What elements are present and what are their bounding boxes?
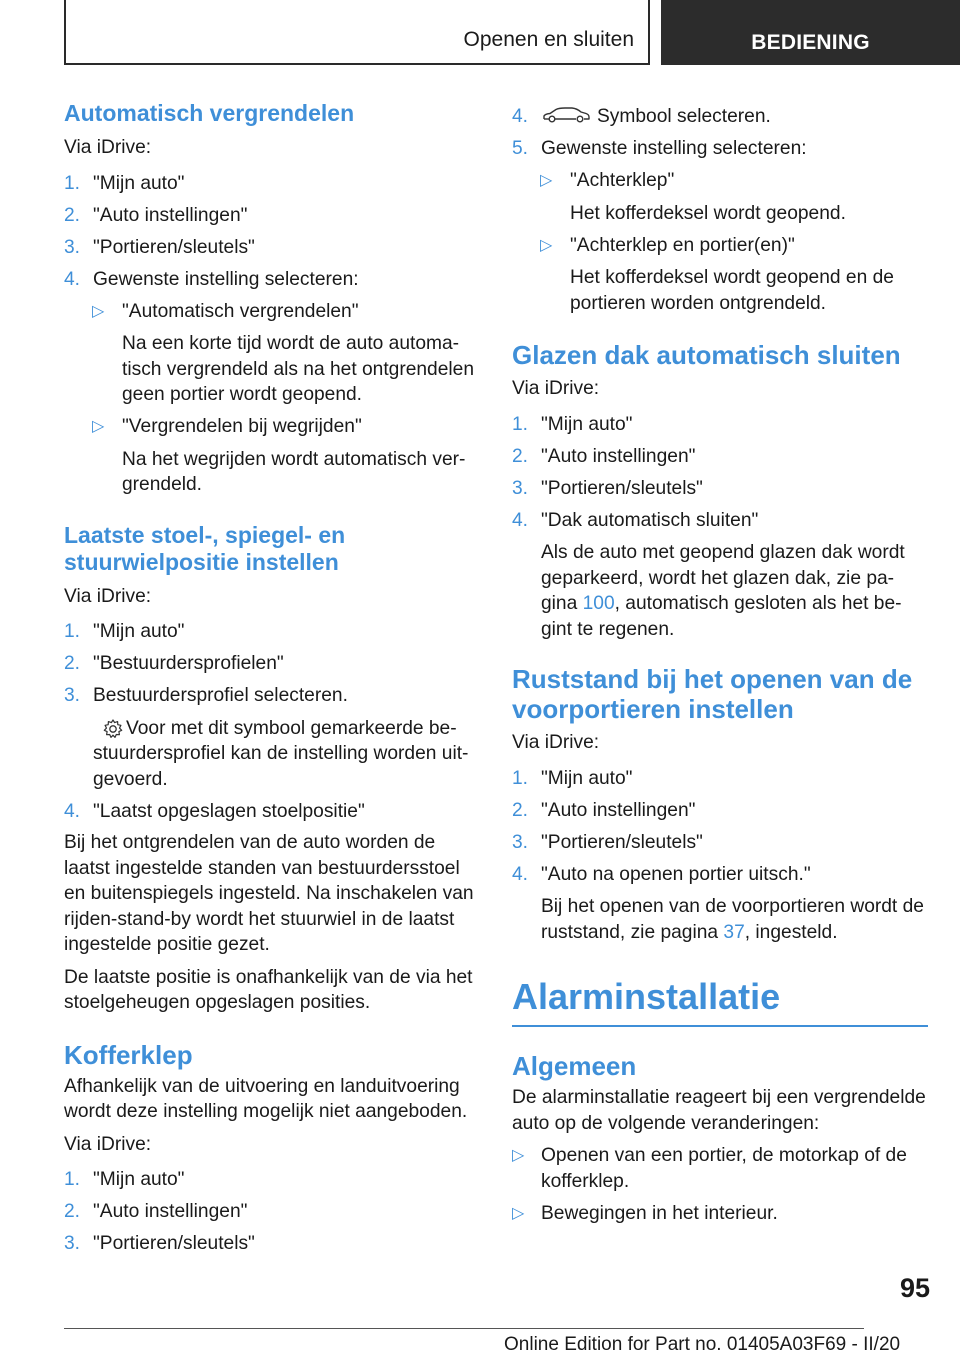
step-text: "Auto instellingen" bbox=[93, 1201, 248, 1222]
left-column bbox=[64, 100, 479, 1257]
bullet-item bbox=[512, 1143, 927, 1194]
step-text: "Auto instellingen" bbox=[93, 204, 248, 226]
list-item bbox=[64, 683, 479, 709]
step-text: Gewenste instelling selecteren: bbox=[93, 268, 359, 290]
option-label: "Achterklep en portier(en)" bbox=[570, 234, 795, 256]
step-number: 2. bbox=[64, 1201, 81, 1222]
paragraph: De alarminstallatie reageert bij een vergrendelde auto op de volgende veranderingen: bbox=[512, 1087, 926, 1134]
step-text: "Mijn auto" bbox=[93, 172, 185, 194]
triangle-right-icon: ▷ bbox=[512, 1204, 525, 1222]
step-number: 1. bbox=[512, 767, 529, 789]
step-number: 4. bbox=[64, 800, 81, 822]
step-text: "Laatst opgeslagen stoelpositie" bbox=[93, 800, 365, 822]
step-number: 4. bbox=[512, 106, 529, 127]
heading-roof: Glazen dak automatisch sluiten bbox=[512, 340, 901, 370]
list-item bbox=[512, 476, 927, 502]
list-item bbox=[512, 136, 927, 162]
list-item bbox=[64, 1199, 479, 1225]
note-block bbox=[64, 716, 479, 793]
bullet-item bbox=[512, 1201, 927, 1227]
step-description bbox=[512, 894, 927, 945]
step-number: 1. bbox=[64, 172, 81, 194]
list-item bbox=[512, 444, 927, 470]
step-text: "Portieren/sleutels" bbox=[93, 1233, 255, 1254]
step-number: 2. bbox=[64, 204, 81, 226]
step-number: 2. bbox=[64, 653, 81, 674]
via-idrive: Via iDrive: bbox=[64, 137, 152, 158]
heading-general: Algemeen bbox=[512, 1051, 637, 1081]
step-number: 3. bbox=[64, 236, 81, 258]
step-number: 1. bbox=[64, 621, 81, 642]
paragraph: Bij het ontgrendelen van de auto worden de laatst ingestelde standen van bestuurdersstoel en buitenspiegels ingesteld. Na inschakelen van rijden-stand-by wordt het stuurwiel in de laatst ingestelde positie gezet. bbox=[64, 832, 474, 955]
option-item bbox=[512, 168, 927, 194]
heading-auto-lock: Automatisch vergrendelen bbox=[64, 100, 355, 126]
list-item bbox=[64, 1167, 479, 1193]
step-number: 1. bbox=[512, 413, 529, 435]
heading-last-seat: Laatste stoel-, spiegel- en stuurwielpositie instellen bbox=[64, 521, 346, 575]
paragraph: De laatste positie is onafhankelijk van de via het stoelgeheugen opgeslagen posities. bbox=[64, 966, 473, 1013]
step-text: Symbool selecteren. bbox=[597, 106, 771, 127]
option-label: "Automatisch vergrendelen" bbox=[122, 300, 359, 322]
via-idrive: Via iDrive: bbox=[512, 378, 600, 399]
step-text: "Mijn auto" bbox=[541, 413, 633, 435]
list-item bbox=[64, 171, 479, 197]
option-item bbox=[512, 233, 927, 259]
step-number: 3. bbox=[64, 685, 81, 706]
step-number: 4. bbox=[512, 863, 529, 885]
via-idrive: Via iDrive: bbox=[512, 732, 600, 753]
step-text: Gewenste instelling selecteren: bbox=[541, 138, 807, 159]
desc-text: Als de auto met geopend glazen dak wordt geparkeerd, wordt het glazen dak, zie pa- gina bbox=[541, 542, 905, 614]
triangle-right-icon: ▷ bbox=[540, 236, 553, 254]
header-section-box bbox=[64, 0, 650, 65]
bullet-text: Openen van een portier, de motorkap of de kofferklep. bbox=[541, 1145, 907, 1192]
step-number: 3. bbox=[64, 1233, 81, 1254]
step-text: Bestuurdersprofiel selecteren. bbox=[93, 685, 348, 706]
list-item bbox=[64, 619, 479, 645]
list-item bbox=[64, 267, 479, 293]
option-description: Het kofferdeksel wordt geopend. bbox=[570, 202, 846, 224]
triangle-right-icon: ▷ bbox=[512, 1147, 525, 1164]
triangle-right-icon: ▷ bbox=[92, 302, 105, 320]
list-item bbox=[512, 766, 927, 792]
footer-edition: Online Edition for Part no. 01405A03F69 - II/20 bbox=[504, 1334, 901, 1355]
step-text: "Portieren/sleutels" bbox=[93, 236, 255, 258]
desc-text: , ingesteld. bbox=[744, 921, 838, 943]
option-description: Na het wegrijden wordt automatisch ver- grendeld. bbox=[122, 448, 466, 495]
list-item bbox=[512, 798, 927, 824]
note-text: Voor met dit symbool gemarkeerde be- stuurdersprofiel kan de instelling worden uit- gevoerd. bbox=[93, 717, 469, 790]
step-text: "Auto instellingen" bbox=[541, 799, 696, 821]
triangle-right-icon: ▷ bbox=[92, 418, 105, 435]
step-description bbox=[512, 540, 927, 642]
step-text: "Portieren/sleutels" bbox=[541, 831, 703, 853]
step-number: 1. bbox=[64, 1169, 81, 1190]
list-item bbox=[512, 412, 927, 438]
list-item bbox=[512, 104, 927, 130]
step-number: 5. bbox=[512, 138, 529, 159]
heading-tailgate: Kofferklep bbox=[64, 1039, 193, 1070]
step-text: "Auto na openen portier uitsch." bbox=[541, 863, 811, 885]
heading-divider bbox=[512, 1025, 928, 1027]
desc-text: Bij het openen van de voorportieren wordt de ruststand, zie pagina bbox=[541, 896, 924, 943]
list-item bbox=[64, 799, 479, 825]
step-text: "Mijn auto" bbox=[93, 1169, 185, 1190]
step-text: "Dak automatisch sluiten" bbox=[541, 509, 759, 531]
list-item bbox=[512, 508, 927, 534]
right-column bbox=[512, 100, 927, 1226]
bullet-text: Bewegingen in het interieur. bbox=[541, 1202, 778, 1224]
list-item bbox=[64, 1231, 479, 1257]
heading-alarm: Alarminstallatie bbox=[512, 976, 781, 1017]
list-item bbox=[64, 203, 479, 229]
page-link[interactable]: 37 bbox=[723, 921, 745, 943]
step-text: "Portieren/sleutels" bbox=[541, 477, 703, 499]
step-text: "Mijn auto" bbox=[541, 767, 633, 789]
page-number: 95 bbox=[899, 1273, 930, 1303]
option-item bbox=[64, 414, 479, 440]
gear-icon bbox=[102, 718, 124, 740]
page-link[interactable]: 100 bbox=[582, 593, 615, 614]
heading-rest-position: Ruststand bij het openen van de voorportieren instellen bbox=[512, 664, 913, 724]
option-label: "Vergrendelen bij wegrijden" bbox=[122, 416, 362, 437]
option-item bbox=[64, 299, 479, 325]
option-description: Na een korte tijd wordt de auto automa- tisch vergrendeld als na het ontgrendelen geen portier wordt geopend. bbox=[122, 333, 475, 405]
step-number: 4. bbox=[64, 268, 81, 290]
paragraph: Afhankelijk van de uitvoering en landuitvoering wordt deze instelling mogelijk niet aangeboden. bbox=[64, 1075, 468, 1122]
step-text: "Bestuurdersprofielen" bbox=[93, 653, 284, 674]
list-item bbox=[64, 651, 479, 677]
step-number: 2. bbox=[512, 445, 529, 467]
via-idrive: Via iDrive: bbox=[64, 1133, 152, 1155]
option-label: "Achterklep" bbox=[570, 170, 675, 191]
step-text: "Auto instellingen" bbox=[541, 445, 696, 467]
desc-text: , automatisch gesloten als het be- gint te regenen. bbox=[541, 593, 902, 640]
step-number: 4. bbox=[512, 509, 529, 531]
header-chapter-tab: BEDIENING bbox=[661, 0, 960, 65]
step-number: 3. bbox=[512, 477, 529, 499]
step-text: "Mijn auto" bbox=[93, 621, 185, 642]
step-number: 2. bbox=[512, 799, 529, 821]
list-item bbox=[512, 830, 927, 856]
car-icon bbox=[541, 105, 591, 125]
triangle-right-icon: ▷ bbox=[540, 172, 553, 189]
step-number: 3. bbox=[512, 831, 529, 853]
via-idrive: Via iDrive: bbox=[64, 585, 152, 607]
list-item bbox=[64, 235, 479, 261]
footer-divider bbox=[64, 1328, 864, 1329]
option-description: Het kofferdeksel wordt geopend en de portieren worden ontgrendeld. bbox=[570, 267, 894, 314]
header-section-title: Openen en sluiten bbox=[463, 28, 634, 51]
list-item bbox=[512, 862, 927, 888]
